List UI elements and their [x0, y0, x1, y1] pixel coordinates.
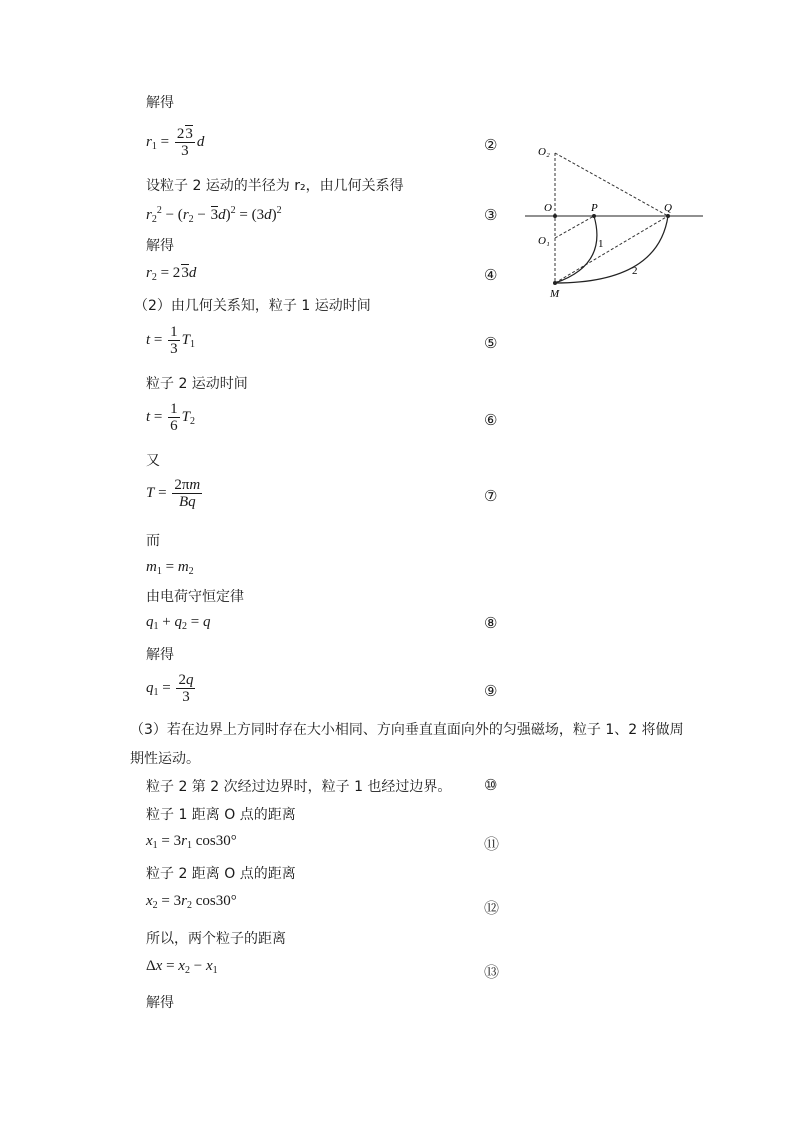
- text-line: 而: [146, 533, 160, 549]
- label-o2: O₂: [538, 146, 550, 158]
- equation-dx: $\Delta x = x_2 - x_1$: [146, 958, 218, 976]
- equation-number: ⑤: [484, 334, 498, 352]
- equation-number: ②: [484, 136, 498, 154]
- dashed-line-o1-p: [555, 216, 594, 238]
- geometry-figure: [520, 135, 710, 305]
- equation-x2: $x_2 = 3r_2$ cos30°: [146, 893, 237, 911]
- point-q: [666, 214, 670, 218]
- equation-r2: $r_2 = 23d$: [146, 265, 197, 283]
- text-line: 解得: [146, 647, 174, 663]
- text-line: 设粒子 2 运动的半径为 r₂，由几何关系得: [146, 178, 404, 194]
- label-m: M: [550, 288, 560, 300]
- equation-t2: t = $\frac{1}{6}$ $T_2$: [146, 401, 195, 434]
- equation-number: ⑪: [484, 835, 500, 853]
- label-o: O: [544, 202, 552, 214]
- label-arc-2: 2: [632, 265, 638, 277]
- point-m: [553, 281, 557, 285]
- point-p: [592, 214, 596, 218]
- equation-number: ⑬: [484, 963, 500, 981]
- equation-x1: $x_1 = 3r_1$ cos30°: [146, 833, 237, 851]
- text-line: 粒子 2 第 2 次经过边界时，粒子 1 也经过边界。: [146, 779, 452, 795]
- label-p: P: [591, 202, 598, 214]
- equation-number: ⑧: [484, 614, 498, 632]
- equation-t1: t = $\frac{1}{3}$ $T_1$: [146, 324, 195, 357]
- label-arc-1: 1: [598, 238, 604, 250]
- text-line: 解得: [146, 238, 174, 254]
- equation-number: ④: [484, 266, 498, 284]
- text-line: 解得: [146, 95, 174, 111]
- equation-number: ⑦: [484, 487, 498, 505]
- equation-number: ⑫: [484, 899, 500, 917]
- equation-period: T = $\frac{2\pi m}{Bq}$: [146, 477, 201, 510]
- text-line: 解得: [146, 995, 174, 1011]
- equation-number: ⑨: [484, 682, 498, 700]
- point-o: [553, 214, 557, 218]
- text-line: 又: [146, 453, 160, 469]
- text-line: （2）由几何关系知，粒子 1 运动时间: [134, 298, 371, 314]
- paragraph: （3）若在边界上方同时存在大小相同、方向垂直直面向外的匀强磁场，粒子 1、2 将做周期性运动。: [130, 722, 684, 767]
- equation-number: ⑥: [484, 411, 498, 429]
- label-q: Q: [664, 202, 672, 214]
- text-line: 由电荷守恒定律: [146, 589, 244, 605]
- text-line: 粒子 2 运动时间: [146, 376, 248, 392]
- equation-r1: $r_1$ = $\frac{23}{3}$ d: [146, 126, 205, 159]
- equation-mass: $m_1 = m_2$: [146, 559, 194, 577]
- equation-charge-sum: $q_1 + q_2 = q$: [146, 614, 211, 632]
- equation-number: ③: [484, 206, 498, 224]
- dashed-line-o2-q: [555, 153, 668, 216]
- trajectory-arc-1: [555, 216, 597, 283]
- label-o1: O₁: [538, 235, 550, 247]
- text-line: 粒子 2 距离 O 点的距离: [146, 866, 296, 882]
- text-line: 所以，两个粒子的距离: [146, 931, 286, 947]
- equation-r2-geometry: $r_2^2 - (r_2 - 3d)^2 = (3d)^2$: [146, 205, 282, 225]
- dashed-line-m-q: [555, 216, 668, 283]
- equation-q1: $q_1$ = $\frac{2q}{3}$: [146, 672, 194, 705]
- text-line: 粒子 1 距离 O 点的距离: [146, 807, 296, 823]
- equation-number: ⑩: [484, 776, 498, 794]
